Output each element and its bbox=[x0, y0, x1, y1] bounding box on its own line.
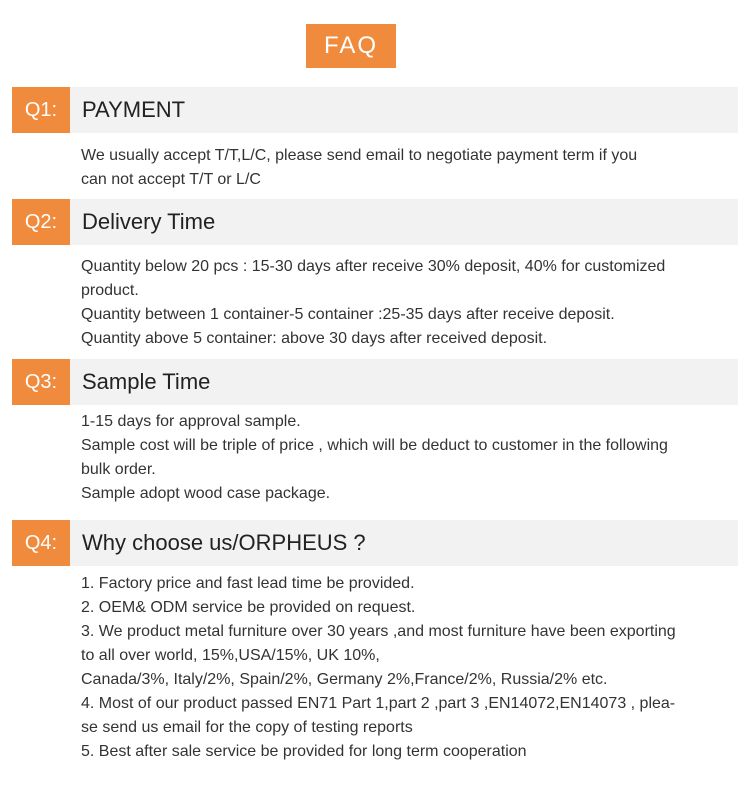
answer-line: Quantity between 1 container-5 container :25-35 days after receive deposit. bbox=[81, 306, 615, 323]
answer-line: 1. Factory price and fast lead time be provided. bbox=[81, 575, 415, 592]
answer-line: 2. OEM& ODM service be provided on request. bbox=[81, 599, 416, 616]
answer-line: Quantity below 20 pcs : 15-30 days after receive 30% deposit, 40% for customized bbox=[81, 258, 666, 275]
answer-line: 1-15 days for approval sample. bbox=[81, 413, 301, 430]
answer-line: Canada/3%, Italy/2%, Spain/2%, Germany 2%,France/2%, Russia/2% etc. bbox=[81, 671, 608, 688]
question-number-badge: Q2: bbox=[12, 199, 70, 245]
answer-line: 3. We product metal furniture over 30 years ,and most furniture have been exporting bbox=[81, 623, 676, 640]
faq-heading: FAQ bbox=[306, 24, 396, 68]
question-bar-sample-time bbox=[12, 359, 738, 405]
answer-delivery-time bbox=[81, 255, 746, 351]
answer-line: product. bbox=[81, 282, 139, 299]
answer-line: Quantity above 5 container: above 30 days after received deposit. bbox=[81, 330, 548, 347]
question-bar-payment bbox=[12, 87, 738, 133]
answer-line: can not accept T/T or L/C bbox=[81, 171, 261, 188]
answer-line: Sample cost will be triple of price , which will be deduct to customer in the following bbox=[81, 437, 668, 454]
question-number-badge: Q3: bbox=[12, 359, 70, 405]
answer-line: Sample adopt wood case package. bbox=[81, 485, 331, 502]
answer-line: to all over world, 15%,USA/15%, UK 10%, bbox=[81, 647, 380, 664]
question-bar-why-choose-us bbox=[12, 520, 738, 566]
answer-line: bulk order. bbox=[81, 461, 156, 478]
question-title: PAYMENT bbox=[82, 97, 186, 122]
answer-payment bbox=[81, 144, 746, 192]
answer-sample-time bbox=[81, 410, 746, 506]
question-number-badge: Q4: bbox=[12, 520, 70, 566]
answer-line: se send us email for the copy of testing reports bbox=[81, 719, 413, 736]
question-bar-delivery-time bbox=[12, 199, 738, 245]
question-title: Sample Time bbox=[82, 369, 211, 394]
question-title: Delivery Time bbox=[82, 209, 216, 234]
answer-line: 4. Most of our product passed EN71 Part 1,part 2 ,part 3 ,EN14072,EN14073 , plea- bbox=[81, 695, 676, 712]
question-title: Why choose us/ORPHEUS ? bbox=[82, 530, 366, 555]
answer-line: 5. Best after sale service be provided for long term cooperation bbox=[81, 743, 527, 760]
question-number-badge: Q1: bbox=[12, 87, 70, 133]
answer-line: We usually accept T/T,L/C, please send email to negotiate payment term if you bbox=[81, 147, 638, 164]
answer-why-choose-us bbox=[81, 572, 746, 764]
